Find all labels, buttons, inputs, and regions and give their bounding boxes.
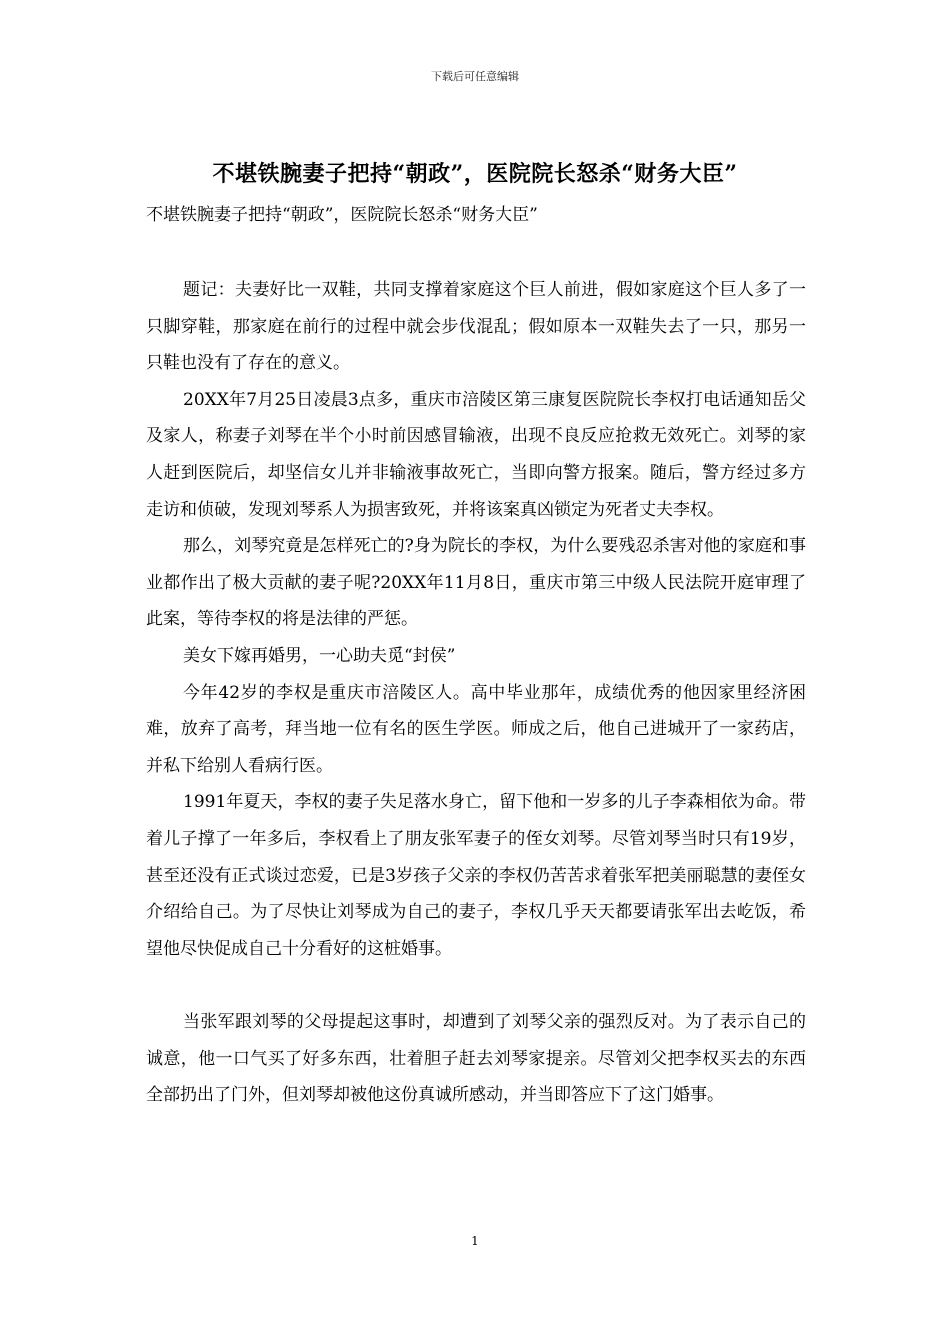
- paragraph: 1991年夏天，李权的妻子失足落水身亡，留下他和一岁多的儿子李森相依为命。带着儿子撑了一年多后，李权看上了朋友张军妻子的侄女刘琴。尽管刘琴当时只有19岁，甚至还没有正式谈过恋爱，已是3岁孩子父亲的李权仍苦苦求着张军把美丽聪慧的妻侄女介绍给自己。为了尽快让刘琴成为自己的妻子，李权几乎天天都要请张军出去屹饭，希望他尽快促成自己十分看好的这桩婚事。: [146, 792, 806, 959]
- article-title: 不堪铁腕妻子把持“朝政”，医院院长怒杀“财务大臣”: [212, 161, 738, 187]
- header-note: 下载后可任意编辑: [431, 70, 519, 83]
- section-heading: 美女下嫁再婚男，一心助夫觅“封侯”: [183, 645, 456, 666]
- paragraph: 那么，刘琴究竟是怎样死亡的?身为院长的李权，为什么要残忍杀害对他的家庭和事业都作出了极大贡献的妻子呢?20XX年11月8日，重庆市第三中级人民法院开庭审理了此案，等待李权的将是法律的严惩。: [146, 536, 806, 630]
- page-number: 1: [471, 1234, 479, 1248]
- paragraph: 20XX年7月25日凌晨3点多，重庆市涪陵区第三康复医院院长李权打电话通知岳父及家人，称妻子刘琴在半个小时前因感冒输液，出现不良反应抢救无效死亡。刘琴的家人赶到医院后，却坚信女儿并非输液事故死亡，当即向警方报案。随后，警方经过多方走访和侦破，发现刘琴系人为损害致死，并将该案真凶锁定为死者丈夫李权。: [146, 389, 806, 520]
- article-subtitle: 不堪铁腕妻子把持“朝政”，医院院长怒杀“财务大臣”: [146, 205, 538, 225]
- paragraph-epigraph: 题记：夫妻好比一双鞋，共同支撑着家庭这个巨人前进，假如家庭这个巨人多了一只脚穿鞋，那家庭在前行的过程中就会步伐混乱；假如原本一双鞋失去了一只，那另一只鞋也没有了存在的意义。: [146, 280, 806, 374]
- paragraph: 当张军跟刘琴的父母提起这事时，却遭到了刘琴父亲的强烈反对。为了表示自己的诚意，他一口气买了好多东西，壮着胆子赶去刘琴家提亲。尽管刘父把李权买去的东西全部扔出了门外，但刘琴却被他这份真诚所感动，并当即答应下了这门婚事。: [146, 1012, 806, 1106]
- paragraph: 今年42岁的李权是重庆市涪陵区人。高中毕业那年，成绩优秀的他因家里经济困难，放弃了高考，拜当地一位有名的医生学医。师成之后，他自己进城开了一家药店，并私下给别人看病行医。: [146, 682, 806, 776]
- article-body: [146, 272, 806, 1114]
